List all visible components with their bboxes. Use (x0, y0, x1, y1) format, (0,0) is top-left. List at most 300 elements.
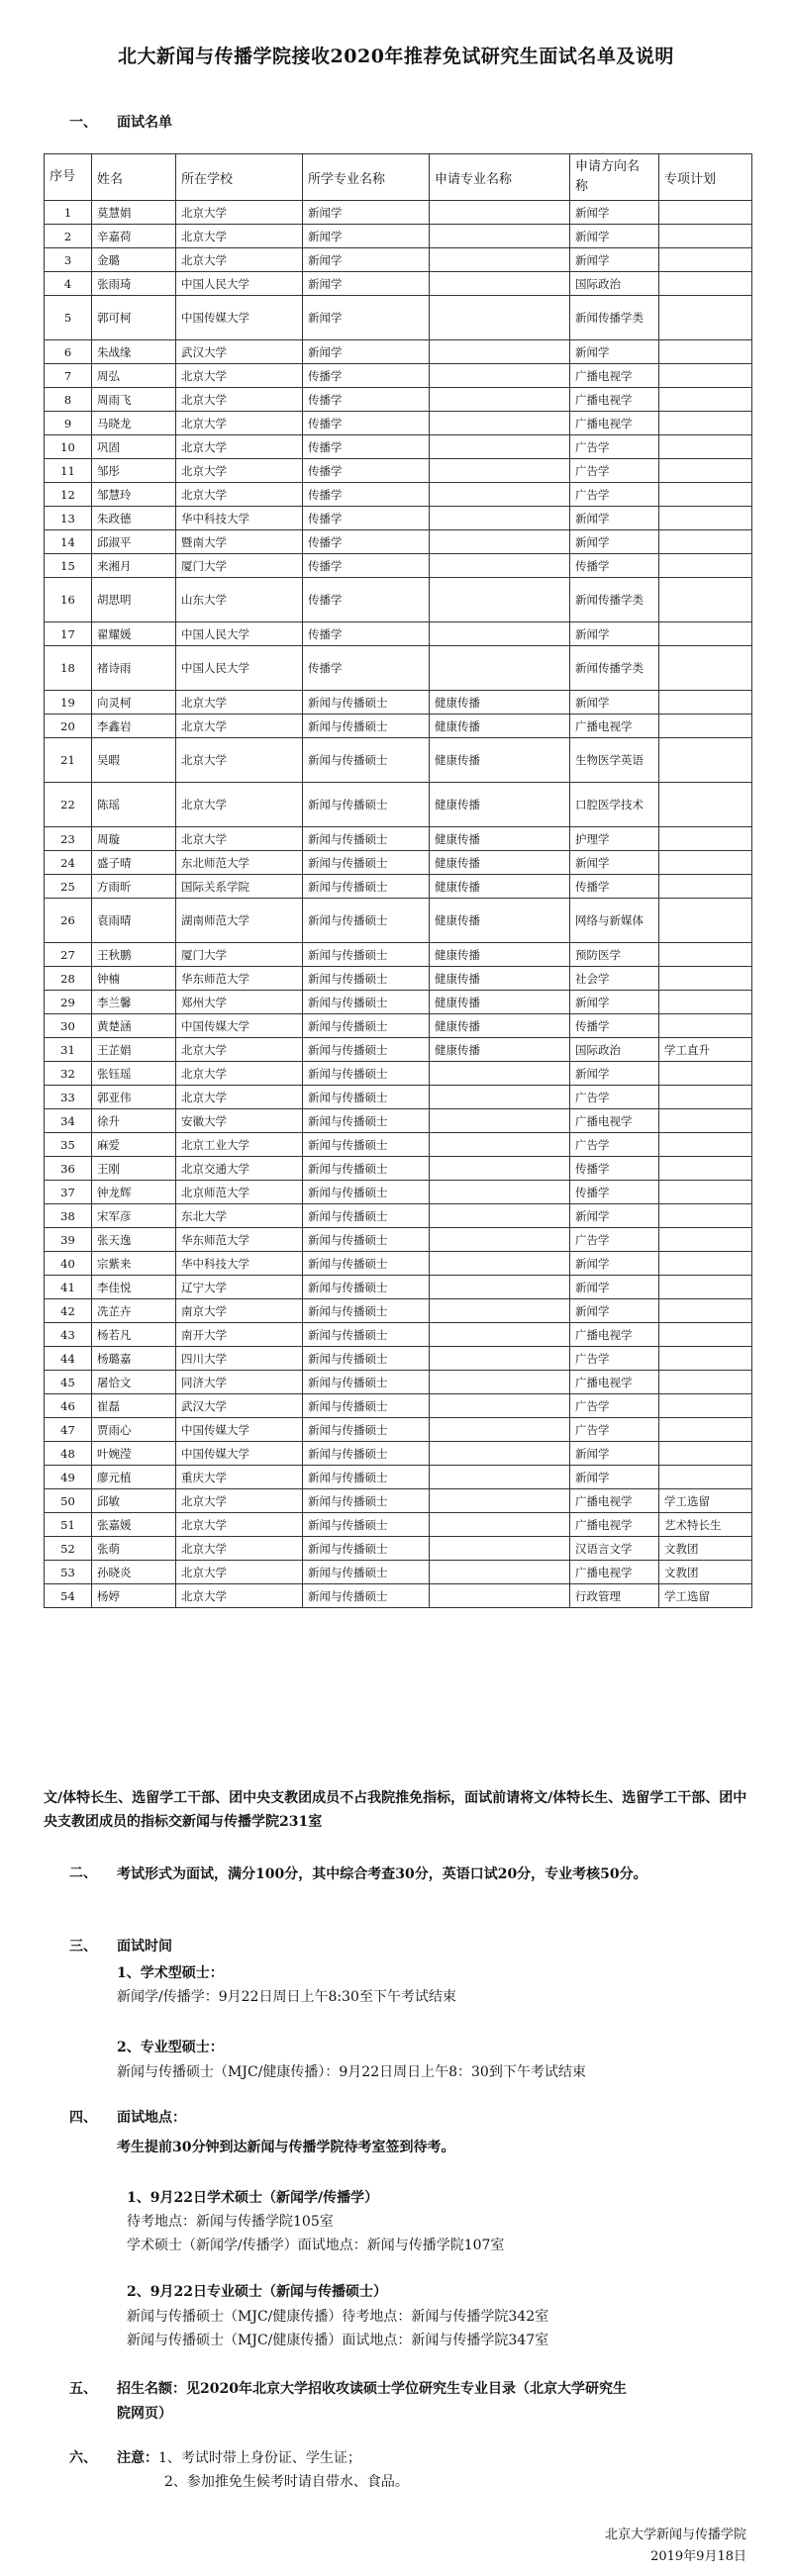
table-row (45, 388, 752, 412)
cell-applied-direction: 广播电视学 (570, 1561, 659, 1584)
cell-applied-direction: 新闻学 (570, 1204, 659, 1228)
table-row (45, 1109, 752, 1133)
cell-applied-major (430, 622, 570, 646)
cell-applied-direction: 新闻学 (570, 622, 659, 646)
cell-special-plan (659, 459, 752, 483)
cell-major: 传播学 (303, 412, 430, 435)
table-row (45, 827, 752, 851)
cell-major: 新闻与传播硕士 (303, 1038, 430, 1062)
cell-name: 宋军彦 (92, 1204, 176, 1228)
cell-applied-direction: 新闻学 (570, 1252, 659, 1276)
table-row (45, 201, 752, 225)
cell-name: 朱战缘 (92, 340, 176, 364)
table-row (45, 1584, 752, 1608)
cell-applied-major (430, 412, 570, 435)
cell-applied-major: 健康传播 (430, 875, 570, 899)
cell-applied-direction: 广播电视学 (570, 1109, 659, 1133)
cell-school: 北京大学 (176, 459, 303, 483)
cell-school: 辽宁大学 (176, 1276, 303, 1299)
cell-index: 41 (45, 1276, 92, 1299)
table-row (45, 1323, 752, 1347)
table-row (45, 783, 752, 827)
cell-name: 钟龙辉 (92, 1181, 176, 1204)
cell-applied-direction: 传播学 (570, 554, 659, 578)
cell-index: 3 (45, 248, 92, 272)
cell-applied-major (430, 483, 570, 507)
cell-major: 传播学 (303, 622, 430, 646)
cell-applied-direction: 广播电视学 (570, 1371, 659, 1394)
cell-school: 东北师范大学 (176, 851, 303, 875)
cell-applied-major (430, 1133, 570, 1157)
cell-name: 崔磊 (92, 1394, 176, 1418)
cell-applied-major (430, 435, 570, 459)
section-1-label: 面试名单 (117, 115, 172, 131)
cell-major: 新闻与传播硕士 (303, 1323, 430, 1347)
table-row (45, 459, 752, 483)
cell-major: 新闻与传播硕士 (303, 738, 430, 783)
cell-major: 新闻与传播硕士 (303, 1584, 430, 1608)
table-row (45, 1489, 752, 1513)
cell-index: 39 (45, 1228, 92, 1252)
cell-applied-major (430, 1537, 570, 1561)
cell-applied-major: 健康传播 (430, 943, 570, 967)
cell-name: 金璐 (92, 248, 176, 272)
cell-school: 中国传媒大学 (176, 1014, 303, 1038)
table-row (45, 412, 752, 435)
cell-applied-major (430, 201, 570, 225)
table-row (45, 1394, 752, 1418)
cell-name: 向灵柯 (92, 691, 176, 715)
cell-name: 叶婉滢 (92, 1442, 176, 1466)
cell-index: 19 (45, 691, 92, 715)
cell-index: 13 (45, 507, 92, 530)
cell-index: 24 (45, 851, 92, 875)
cell-index: 52 (45, 1537, 92, 1561)
cell-name: 吴暇 (92, 738, 176, 783)
cell-name: 马晓龙 (92, 412, 176, 435)
cell-index: 44 (45, 1347, 92, 1371)
table-header-row (45, 154, 752, 201)
cell-applied-direction: 新闻学 (570, 1466, 659, 1489)
cell-major: 新闻与传播硕士 (303, 899, 430, 943)
cell-school: 同济大学 (176, 1371, 303, 1394)
academic-location-title: 1、9月22日学术硕士（新闻学/传播学） (127, 2190, 379, 2206)
cell-index: 30 (45, 1014, 92, 1038)
cell-applied-major (430, 1466, 570, 1489)
section-1-number: 一、 (69, 115, 97, 131)
cell-index: 49 (45, 1466, 92, 1489)
cell-major: 新闻与传播硕士 (303, 1109, 430, 1133)
table-row (45, 691, 752, 715)
cell-special-plan (659, 1109, 752, 1133)
cell-applied-direction: 广播电视学 (570, 388, 659, 412)
cell-major: 传播学 (303, 646, 430, 691)
cell-name: 贾雨心 (92, 1418, 176, 1442)
table-row (45, 967, 752, 991)
cell-applied-major (430, 530, 570, 554)
cell-applied-direction: 新闻传播学类 (570, 296, 659, 340)
section-6-item-1: 1、考试时带上身份证、学生证； (158, 2450, 361, 2466)
academic-interview-room: 学术硕士（新闻学/传播学）面试地点：新闻与传播学院107室 (127, 2238, 505, 2253)
cell-special-plan (659, 1252, 752, 1276)
table-row (45, 1228, 752, 1252)
cell-major: 新闻与传播硕士 (303, 691, 430, 715)
section-1-heading (69, 112, 172, 132)
cell-applied-major (430, 1513, 570, 1537)
table-row (45, 991, 752, 1014)
section-5 (69, 2378, 627, 2398)
cell-index: 37 (45, 1181, 92, 1204)
cell-applied-major (430, 1204, 570, 1228)
cell-applied-major (430, 554, 570, 578)
cell-index: 48 (45, 1442, 92, 1466)
section-6-number: 六、 (69, 2450, 97, 2466)
cell-major: 新闻与传播硕士 (303, 715, 430, 738)
location-intro: 考生提前30分钟到达新闻与传播学院待考室签到待考。 (117, 2140, 455, 2155)
table-row (45, 875, 752, 899)
cell-index: 2 (45, 225, 92, 248)
cell-index: 40 (45, 1252, 92, 1276)
cell-school: 北京大学 (176, 715, 303, 738)
cell-special-plan (659, 1418, 752, 1442)
cell-special-plan (659, 530, 752, 554)
table-row (45, 943, 752, 967)
cell-applied-major: 健康传播 (430, 967, 570, 991)
interview-list-table (44, 153, 752, 1608)
section-5-number: 五、 (69, 2381, 97, 2397)
cell-special-plan (659, 554, 752, 578)
cell-special-plan (659, 225, 752, 248)
cell-index: 42 (45, 1299, 92, 1323)
cell-applied-direction: 新闻学 (570, 248, 659, 272)
cell-index: 10 (45, 435, 92, 459)
table-row (45, 715, 752, 738)
table-row (45, 1537, 752, 1561)
header-name: 姓名 (92, 154, 176, 201)
table-row (45, 622, 752, 646)
cell-school: 南开大学 (176, 1323, 303, 1347)
cell-special-plan (659, 646, 752, 691)
table-row (45, 899, 752, 943)
cell-major: 新闻与传播硕士 (303, 1204, 430, 1228)
cell-applied-direction: 行政管理 (570, 1584, 659, 1608)
section-6-heading (69, 2447, 361, 2467)
cell-school: 厦门大学 (176, 554, 303, 578)
header-school: 所在学校 (176, 154, 303, 201)
header-applied-major: 申请专业名称 (430, 154, 570, 201)
cell-major: 新闻与传播硕士 (303, 1371, 430, 1394)
cell-applied-major (430, 646, 570, 691)
cell-applied-direction: 新闻学 (570, 851, 659, 875)
cell-name: 周雨飞 (92, 388, 176, 412)
cell-applied-major (430, 578, 570, 622)
cell-applied-direction: 新闻学 (570, 1442, 659, 1466)
cell-applied-major: 健康传播 (430, 691, 570, 715)
cell-applied-major (430, 1299, 570, 1323)
table-row (45, 1157, 752, 1181)
cell-major: 新闻与传播硕士 (303, 827, 430, 851)
cell-major: 新闻与传播硕士 (303, 1513, 430, 1537)
cell-index: 47 (45, 1418, 92, 1442)
cell-applied-major: 健康传播 (430, 715, 570, 738)
cell-school: 中国人民大学 (176, 622, 303, 646)
cell-major: 传播学 (303, 435, 430, 459)
cell-index: 34 (45, 1109, 92, 1133)
cell-applied-direction: 广告学 (570, 1347, 659, 1371)
section-6-label: 注意： (117, 2450, 158, 2466)
cell-applied-direction: 预防医学 (570, 943, 659, 967)
table-row (45, 1204, 752, 1228)
cell-school: 北京交通大学 (176, 1157, 303, 1181)
cell-applied-direction: 广告学 (570, 435, 659, 459)
professional-time-text: 新闻与传播硕士（MJC/健康传播）：9月22日周日上午8：30到下午考试结束 (117, 2064, 586, 2080)
cell-name: 王芷娟 (92, 1038, 176, 1062)
cell-major: 传播学 (303, 388, 430, 412)
cell-special-plan: 学工选留 (659, 1489, 752, 1513)
professional-time-title: 2、专业型硕士： (117, 2040, 224, 2055)
cell-name: 邱敏 (92, 1489, 176, 1513)
academic-waiting-room: 待考地点：新闻与传播学院105室 (127, 2214, 334, 2230)
cell-name: 杨若凡 (92, 1323, 176, 1347)
cell-school: 安徽大学 (176, 1109, 303, 1133)
cell-name: 莫慧娟 (92, 201, 176, 225)
section-2-number: 二、 (69, 1865, 97, 1881)
cell-index: 25 (45, 875, 92, 899)
cell-applied-direction: 广播电视学 (570, 1513, 659, 1537)
cell-applied-major: 健康传播 (430, 738, 570, 783)
cell-major: 新闻与传播硕士 (303, 943, 430, 967)
cell-index: 12 (45, 483, 92, 507)
cell-name: 郭可柯 (92, 296, 176, 340)
section-4-label: 面试地点： (117, 2110, 186, 2126)
cell-index: 51 (45, 1513, 92, 1537)
cell-index: 33 (45, 1086, 92, 1109)
cell-name: 周璇 (92, 827, 176, 851)
cell-school: 北京大学 (176, 1038, 303, 1062)
table-row (45, 248, 752, 272)
cell-index: 32 (45, 1062, 92, 1086)
cell-index: 54 (45, 1584, 92, 1608)
cell-special-plan (659, 991, 752, 1014)
table-row (45, 1442, 752, 1466)
cell-major: 新闻学 (303, 225, 430, 248)
cell-name: 袁雨晴 (92, 899, 176, 943)
section-6-item-2: 2、参加推免生候考时请自带水、食品。 (164, 2474, 409, 2490)
cell-major: 新闻学 (303, 248, 430, 272)
cell-index: 38 (45, 1204, 92, 1228)
cell-applied-direction: 新闻学 (570, 1276, 659, 1299)
cell-special-plan (659, 364, 752, 388)
cell-special-plan (659, 783, 752, 827)
cell-name: 辛嘉荷 (92, 225, 176, 248)
cell-name: 张雨琦 (92, 272, 176, 296)
table-row (45, 646, 752, 691)
cell-special-plan (659, 1086, 752, 1109)
section-3-label: 面试时间 (117, 1939, 172, 1955)
cell-school: 北京大学 (176, 1513, 303, 1537)
cell-index: 27 (45, 943, 92, 967)
cell-major: 新闻与传播硕士 (303, 967, 430, 991)
cell-special-plan: 文教团 (659, 1537, 752, 1561)
cell-index: 17 (45, 622, 92, 646)
cell-index: 26 (45, 899, 92, 943)
table-row (45, 1086, 752, 1109)
cell-major: 新闻与传播硕士 (303, 1086, 430, 1109)
cell-school: 北京工业大学 (176, 1133, 303, 1157)
cell-special-plan (659, 1347, 752, 1371)
cell-applied-direction: 新闻学 (570, 340, 659, 364)
cell-applied-direction: 广告学 (570, 1133, 659, 1157)
cell-index: 28 (45, 967, 92, 991)
cell-school: 四川大学 (176, 1347, 303, 1371)
cell-school: 湖南师范大学 (176, 899, 303, 943)
cell-school: 华东师范大学 (176, 967, 303, 991)
cell-applied-major (430, 1276, 570, 1299)
cell-school: 重庆大学 (176, 1466, 303, 1489)
cell-name: 廖元植 (92, 1466, 176, 1489)
cell-index: 43 (45, 1323, 92, 1347)
cell-applied-direction: 广告学 (570, 483, 659, 507)
cell-applied-direction: 新闻传播学类 (570, 646, 659, 691)
cell-special-plan: 文教团 (659, 1561, 752, 1584)
table-row (45, 340, 752, 364)
signature-date: 2019年9月18日 (650, 2549, 746, 2564)
cell-special-plan (659, 1276, 752, 1299)
cell-applied-major: 健康传播 (430, 851, 570, 875)
cell-applied-major (430, 1561, 570, 1584)
cell-major: 新闻学 (303, 201, 430, 225)
cell-school: 中国人民大学 (176, 646, 303, 691)
cell-applied-major (430, 1371, 570, 1394)
cell-applied-direction: 新闻学 (570, 507, 659, 530)
cell-name: 冼芷卉 (92, 1299, 176, 1323)
cell-name: 钟楠 (92, 967, 176, 991)
cell-school: 北京大学 (176, 412, 303, 435)
cell-name: 周弘 (92, 364, 176, 388)
cell-applied-direction: 广播电视学 (570, 412, 659, 435)
cell-index: 22 (45, 783, 92, 827)
cell-special-plan (659, 340, 752, 364)
cell-index: 20 (45, 715, 92, 738)
cell-major: 新闻与传播硕士 (303, 1489, 430, 1513)
cell-major: 新闻与传播硕士 (303, 1062, 430, 1086)
cell-index: 6 (45, 340, 92, 364)
cell-school: 武汉大学 (176, 1394, 303, 1418)
cell-applied-major: 健康传播 (430, 1038, 570, 1062)
cell-applied-direction: 新闻学 (570, 201, 659, 225)
cell-applied-direction: 汉语言文学 (570, 1537, 659, 1561)
table-row (45, 1347, 752, 1371)
cell-special-plan (659, 715, 752, 738)
cell-applied-major (430, 459, 570, 483)
cell-name: 胡思明 (92, 578, 176, 622)
cell-major: 新闻学 (303, 340, 430, 364)
cell-index: 23 (45, 827, 92, 851)
cell-applied-major (430, 1442, 570, 1466)
table-row (45, 364, 752, 388)
cell-applied-direction: 广告学 (570, 1086, 659, 1109)
cell-school: 厦门大学 (176, 943, 303, 967)
cell-name: 王秋鹏 (92, 943, 176, 967)
cell-special-plan (659, 507, 752, 530)
table-row (45, 1252, 752, 1276)
cell-index: 4 (45, 272, 92, 296)
cell-major: 新闻与传播硕士 (303, 1466, 430, 1489)
cell-applied-major (430, 1062, 570, 1086)
section-4-number: 四、 (69, 2110, 97, 2126)
table-row (45, 1371, 752, 1394)
cell-school: 中国传媒大学 (176, 296, 303, 340)
cell-special-plan (659, 248, 752, 272)
cell-name: 邹彤 (92, 459, 176, 483)
cell-major: 新闻学 (303, 272, 430, 296)
cell-name: 陈瑶 (92, 783, 176, 827)
cell-applied-major (430, 1228, 570, 1252)
cell-major: 新闻学 (303, 296, 430, 340)
cell-applied-direction: 传播学 (570, 1014, 659, 1038)
table-row (45, 435, 752, 459)
cell-name: 孙晓炎 (92, 1561, 176, 1584)
cell-name: 宗紫来 (92, 1252, 176, 1276)
cell-major: 新闻与传播硕士 (303, 1228, 430, 1252)
cell-name: 褚诗雨 (92, 646, 176, 691)
cell-applied-direction: 广播电视学 (570, 364, 659, 388)
cell-applied-major (430, 1394, 570, 1418)
cell-index: 21 (45, 738, 92, 783)
signature-org: 北京大学新闻与传播学院 (604, 2528, 746, 2542)
cell-applied-direction: 广告学 (570, 1418, 659, 1442)
cell-applied-direction: 国际政治 (570, 272, 659, 296)
cell-index: 15 (45, 554, 92, 578)
cell-name: 屠恰文 (92, 1371, 176, 1394)
table-body (45, 201, 752, 1608)
cell-school: 北京大学 (176, 1584, 303, 1608)
header-special-plan: 专项计划 (659, 154, 752, 201)
cell-school: 北京大学 (176, 364, 303, 388)
cell-school: 北京大学 (176, 1489, 303, 1513)
section-3-number: 三、 (69, 1939, 97, 1955)
cell-major: 传播学 (303, 578, 430, 622)
cell-applied-major (430, 225, 570, 248)
table-row (45, 1133, 752, 1157)
cell-index: 45 (45, 1371, 92, 1394)
header-index: 序号 (45, 154, 92, 201)
cell-major: 传播学 (303, 459, 430, 483)
cell-special-plan (659, 1466, 752, 1489)
cell-school: 中国传媒大学 (176, 1442, 303, 1466)
cell-applied-direction: 新闻学 (570, 691, 659, 715)
cell-school: 中国人民大学 (176, 272, 303, 296)
cell-applied-major (430, 1252, 570, 1276)
cell-school: 北京大学 (176, 435, 303, 459)
cell-applied-major (430, 388, 570, 412)
cell-special-plan (659, 1323, 752, 1347)
cell-applied-major (430, 364, 570, 388)
cell-special-plan (659, 827, 752, 851)
professional-location-title: 2、9月22日专业硕士（新闻与传播硕士） (127, 2284, 387, 2300)
cell-major: 新闻与传播硕士 (303, 1252, 430, 1276)
cell-major: 新闻与传播硕士 (303, 875, 430, 899)
special-students-note: 文/体特长生、选留学工干部、团中央支教团成员不占我院推免指标，面试前请将文/体特长生、选留学工干部、团中央支教团成员的指标交新闻与传播学院231室 (44, 1790, 747, 1830)
cell-applied-direction: 广告学 (570, 1394, 659, 1418)
cell-index: 1 (45, 201, 92, 225)
cell-school: 华中科技大学 (176, 1252, 303, 1276)
table-row (45, 554, 752, 578)
cell-special-plan (659, 296, 752, 340)
cell-school: 武汉大学 (176, 340, 303, 364)
cell-major: 新闻与传播硕士 (303, 1014, 430, 1038)
cell-name: 巩固 (92, 435, 176, 459)
